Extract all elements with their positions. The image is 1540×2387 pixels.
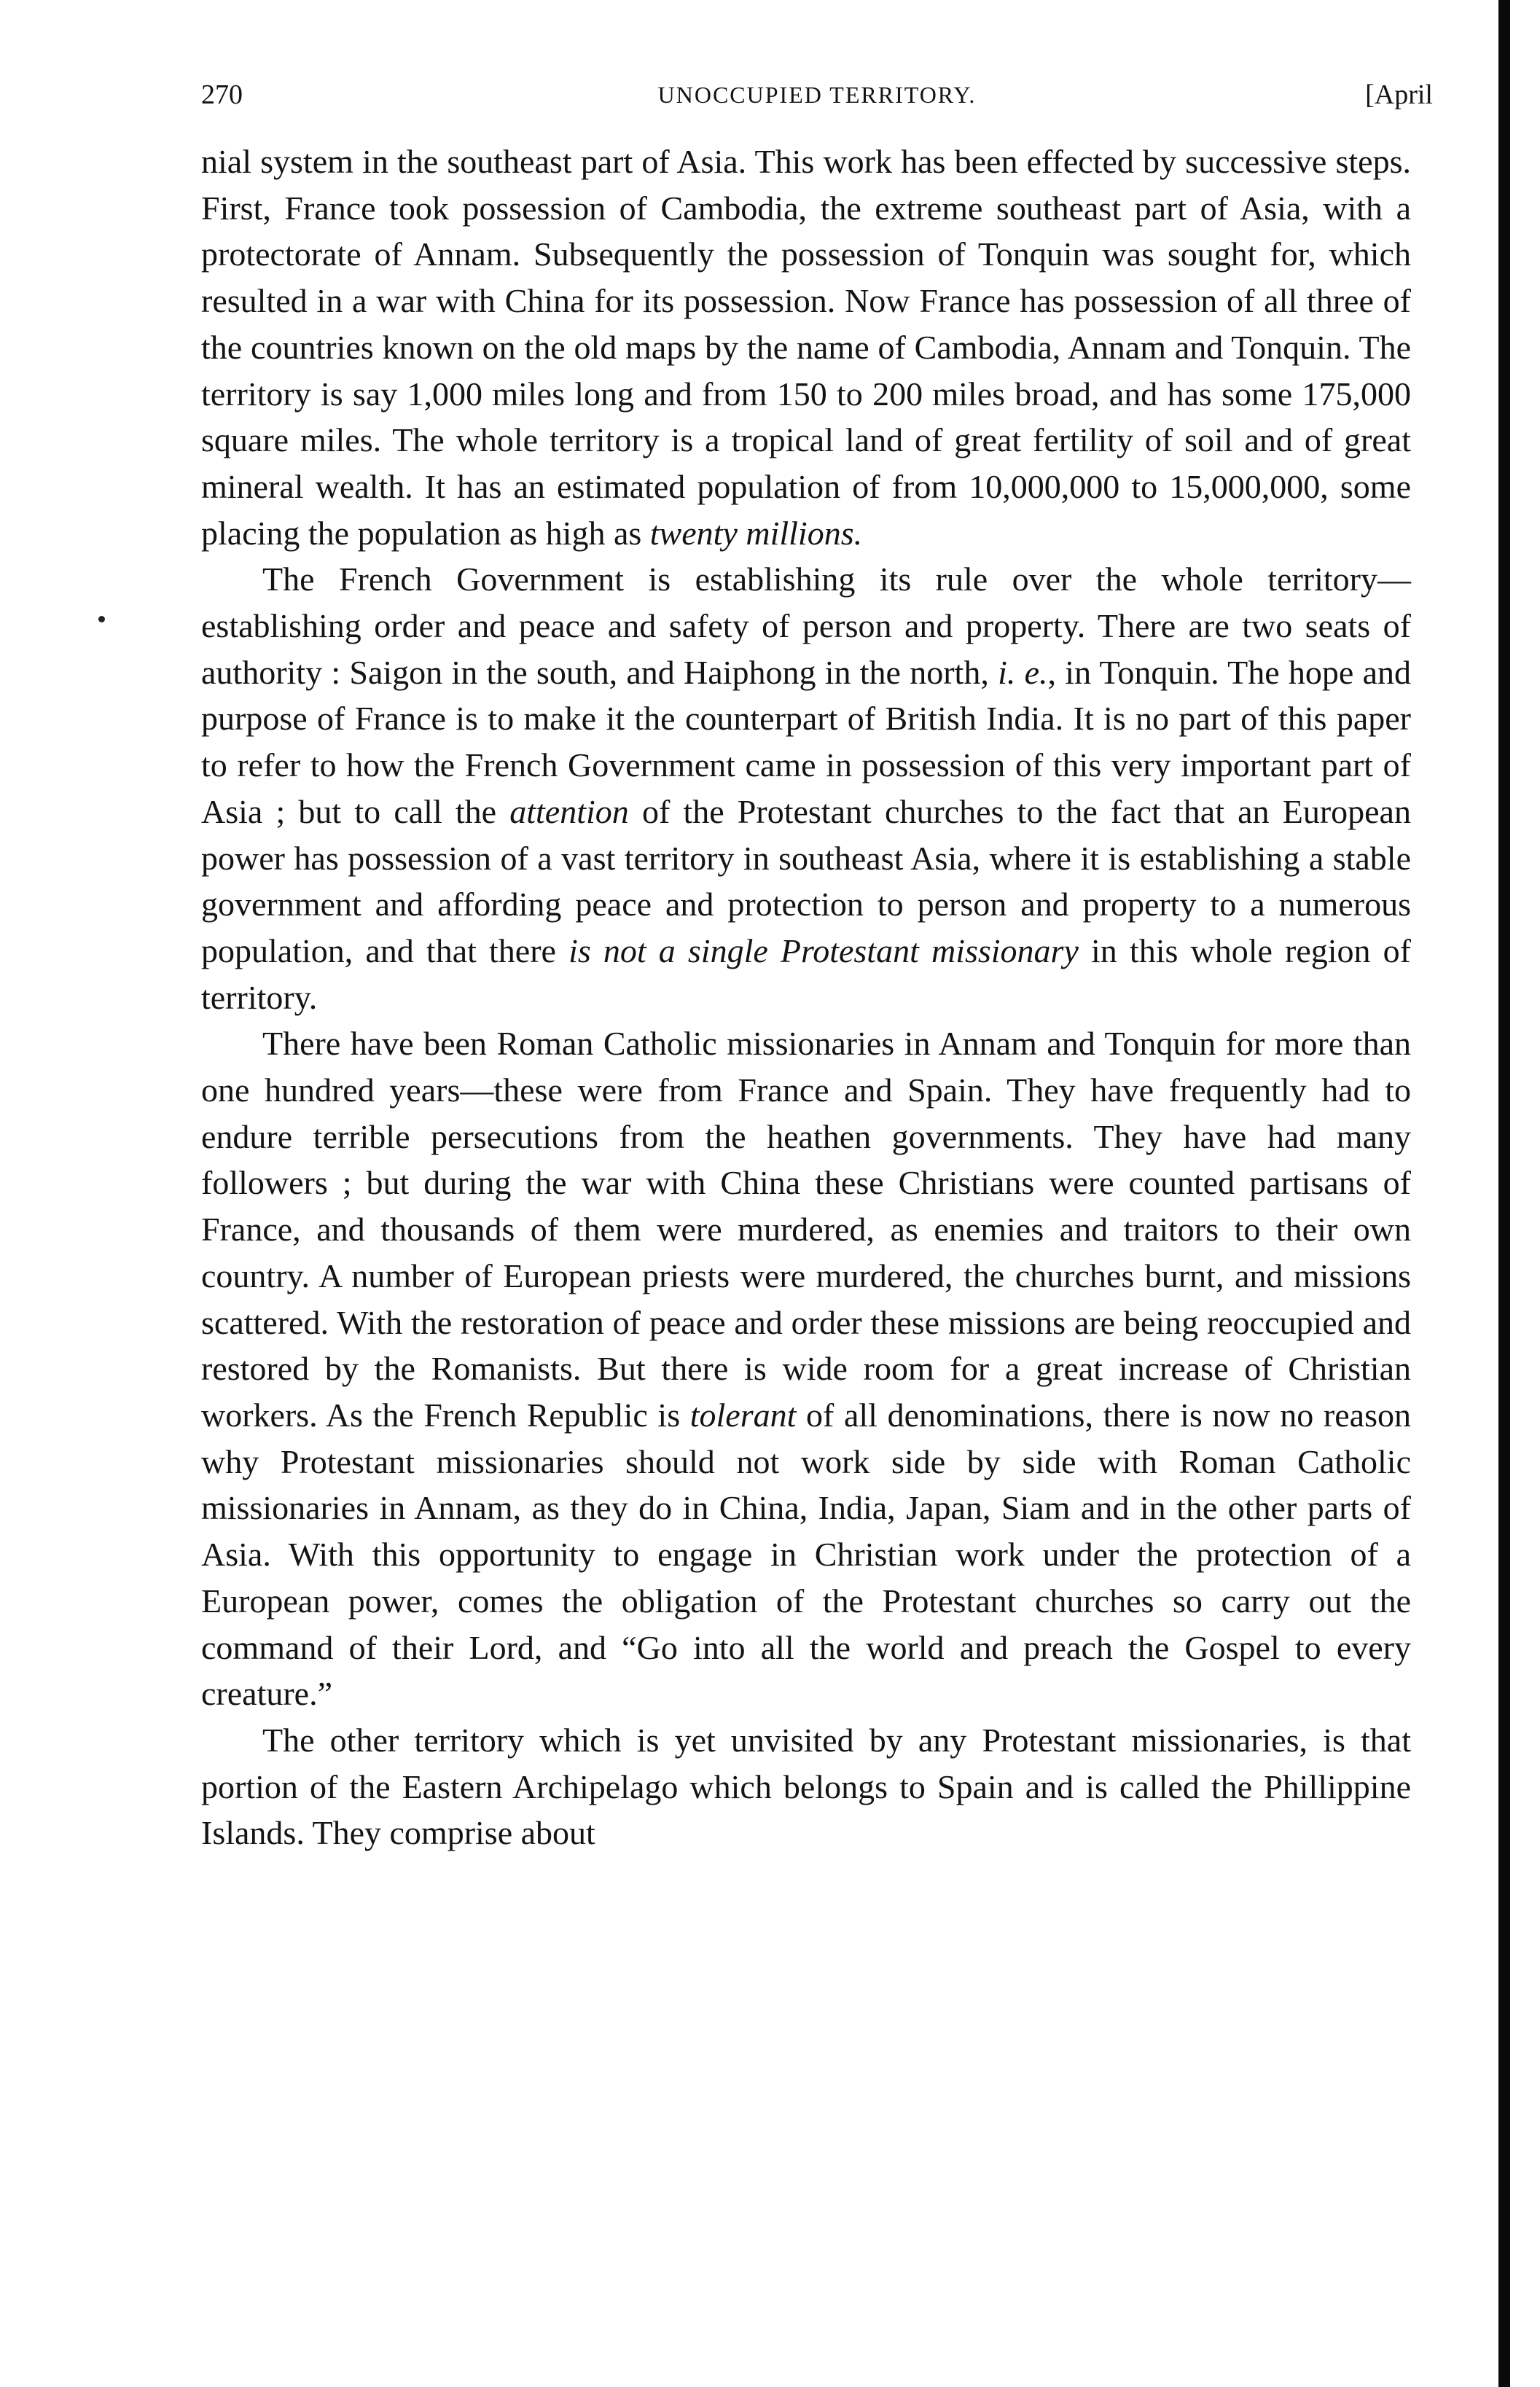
text-run: The other territory which is yet unvisited by any Protestant missionaries, is that portion of the Eastern Archipelago which belongs to Spain and is called the Phillippine Islands. They comprise about [201,1721,1411,1852]
paragraph-3 [201,1020,1411,1717]
paragraph-2 [201,556,1411,1020]
text-run: , in Tonquin. The hope and purpose of France is to make it the counterpart of British India. It is no part of this paper to refer to how the French Government came in possession of this very important part of Asia ; but to call the [201,653,1411,830]
text-run: The French Government is establishing its rule over the whole territory—establishing order and peace and safety of person and property. There are two seats of authority : Saigon in the south, and Haiphong in the north, [201,560,1411,691]
italic-run: is not a single Protestant missionary [568,931,1079,969]
page-header [201,73,1433,117]
text-run: of the Protestant churches to the fact that an European power has possession of a vast territory in southeast Asia, where it is establishing a stable government and affording peace and protection to person and property to a numerous population, and that there [201,792,1411,969]
page-number: 270 [201,79,243,110]
text-run: There have been Roman Catholic missionaries in Annam and Tonquin for more than one hundred years—these were from France and Spain. They have frequently had to endure terrible persecutions from the heathen governments. They have had many followers ; but during the war with China these Christians were counted partisans of France, and thousands of them were murdered, as enemies and traitors to their own country. A number of European priests were murdered, the churches burnt, and missions scattered. With the restoration of peace and order these missions are being reoccupied and restored by the Romanists. But there is wide room for a great increase of Christian workers. As the French Republic is [201,1025,1411,1434]
paragraph-4 [201,1717,1411,1856]
italic-run: tolerant [689,1396,797,1434]
margin-speck [98,616,105,622]
text-run: of all denominations, there is now no reason why Protestant missionaries should not work side by side with Roman Catholic missionaries in Annam, as they do in China, India, Japan, Siam and in the other parts of Asia. With this opportunity to engage in Christian work under the protection of a European power, comes the obligation of the Protestant churches so carry out the command of their Lord, and “Go into all the world and preach the Gospel to every creature.” [201,1396,1411,1713]
italic-run: twenty millions. [649,514,863,552]
running-head: UNOCCUPIED TERRITORY. [657,82,977,108]
text-run: in this whole region of territory. [201,931,1411,1016]
paragraph-1 [201,138,1411,556]
scan-edge-rule [1498,0,1510,2387]
italic-run: attention [509,792,629,830]
issue-month: [April [1365,79,1433,110]
body-text [201,138,1411,1856]
text-run: nial system in the southeast part of Asia. This work has been effected by successive steps. First, France took possession of Cambodia, the extreme southeast part of Asia, with a protectorate of Annam. Subsequently the possession of Tonquin was sought for, which resulted in a war with China for its possession. Now France has possession of all three of the countries known on the old maps by the name of Cambodia, Annam and Tonquin. The territory is say 1,000 miles long and from 150 to 200 miles broad, and has some 175,000 square miles. The whole territory is a tropical land of great fertility of soil and of great mineral wealth. It has an estimated population of from 10,000,000 to 15,000,000, some placing the population as high as [201,143,1411,552]
italic-run: i. e. [998,653,1048,691]
